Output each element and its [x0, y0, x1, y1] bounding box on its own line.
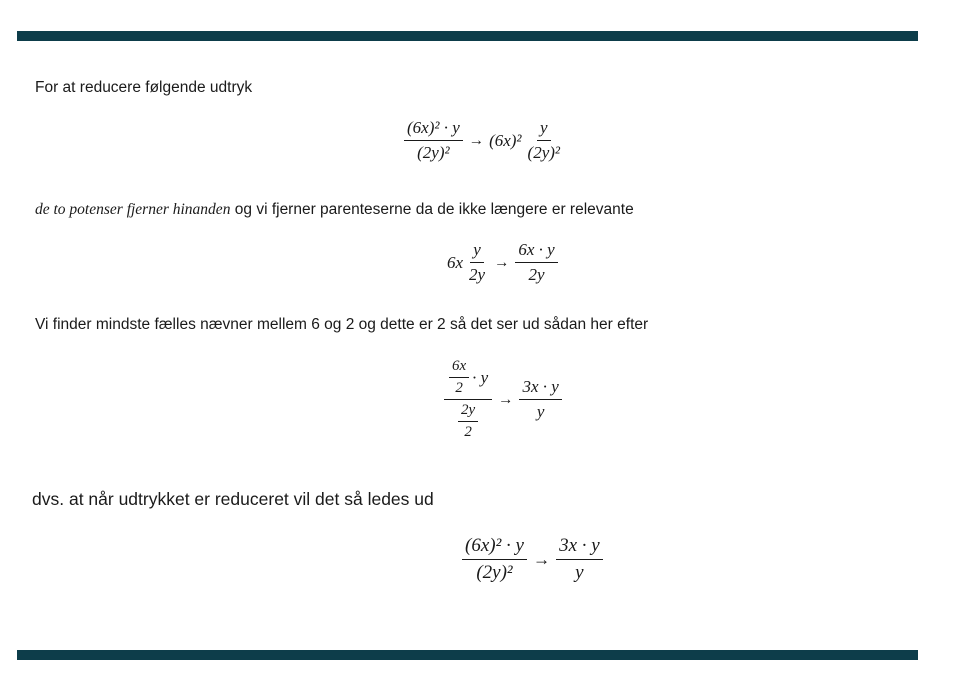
eq1-lhs-denominator: (2y)²: [417, 143, 450, 162]
eq4-rhs-numerator: 3x · y: [556, 535, 603, 560]
eq3-inner-top-fraction: [449, 358, 469, 397]
eq3-complex-denominator: [453, 400, 483, 441]
eq4-rhs-fraction: [556, 535, 603, 584]
intro-text: For at reducere følgende udtryk: [35, 79, 253, 96]
eq1-arrow: →: [468, 131, 485, 149]
eq1-rhs-numerator: y: [537, 118, 551, 141]
eq3-inner-bottom-numerator: 2y: [458, 402, 478, 422]
eq3-rhs-denominator: y: [536, 402, 545, 421]
eq3-inner-bottom-denominator: 2: [464, 424, 472, 440]
eq4-lhs-denominator: (2y)²: [476, 562, 513, 583]
eq2-coefficient: 6x: [447, 252, 464, 272]
eq1-lhs-fraction: [404, 118, 463, 163]
eq3-inner-top-numerator: 6x: [449, 358, 469, 378]
eq4-arrow: →: [532, 549, 551, 569]
eq1-rhs-fraction: [525, 118, 563, 163]
equation-4: [460, 535, 605, 584]
conclusion-text: dvs. at når udtrykket er reduceret vil det så ledes ud: [32, 489, 434, 509]
eq3-complex-numerator: [444, 358, 492, 400]
eq1-lhs-numerator: (6x)² · y: [404, 118, 463, 141]
eq2-rhs-numerator: 6x · y: [515, 240, 557, 263]
eq3-inner-bottom-fraction: [458, 402, 478, 441]
eq1-rhs-coefficient: (6x)²: [489, 130, 522, 150]
step2-text: [35, 201, 634, 219]
eq3-arrow: →: [498, 390, 514, 408]
eq2-rhs-denominator: 2y: [528, 265, 545, 284]
eq3-rhs-numerator: 3x · y: [519, 377, 561, 400]
eq3-rhs-fraction: [519, 377, 561, 422]
eq2-lhs-denominator: 2y: [469, 265, 486, 284]
step2-explanation: og vi fjerner parenteserne da de ikke længere er relevante: [234, 201, 634, 218]
eq3-complex-fraction: [444, 358, 492, 441]
eq2-rhs-fraction: [515, 240, 557, 285]
eq2-arrow: →: [494, 253, 510, 271]
step2-math-phrase: de to potenser fjerner hinanden: [35, 201, 231, 218]
equation-2: [446, 240, 560, 285]
eq3-multiplier: · y: [472, 367, 489, 387]
step3-text: Vi finder mindste fælles nævner mellem 6 og 2 og dette er 2 så det ser ud sådan her efter: [35, 316, 649, 333]
top-divider: [17, 31, 918, 41]
eq3-inner-top-denominator: 2: [455, 380, 463, 396]
eq1-rhs-denominator: (2y)²: [527, 143, 560, 162]
bottom-divider: [17, 650, 918, 660]
equation-1: [402, 118, 565, 163]
eq2-lhs-fraction: [466, 240, 488, 285]
eq4-lhs-numerator: (6x)² · y: [462, 535, 527, 560]
eq2-lhs-numerator: y: [470, 240, 484, 263]
eq4-rhs-denominator: y: [575, 562, 584, 583]
eq4-lhs-fraction: [462, 535, 527, 584]
equation-3: [442, 358, 564, 441]
